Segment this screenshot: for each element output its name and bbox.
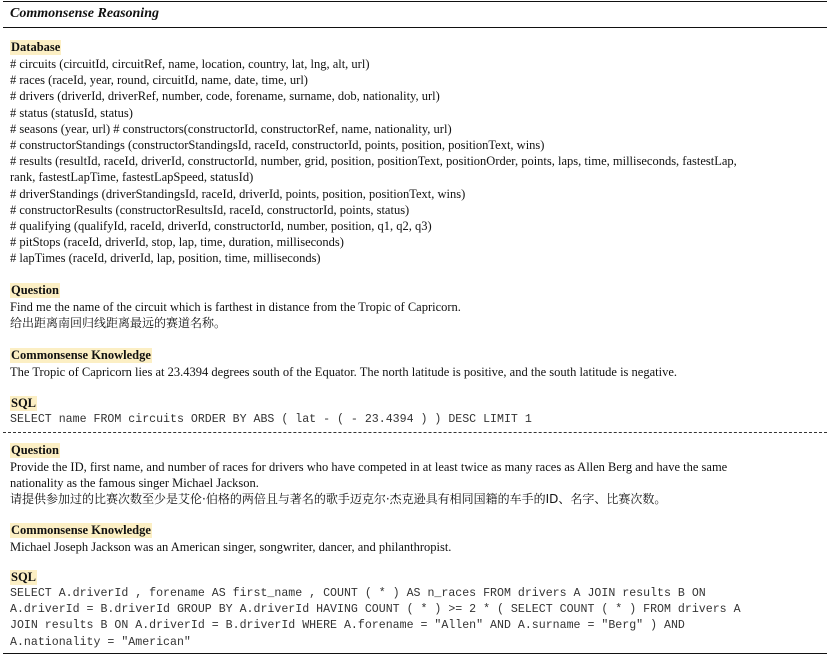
question-english: Find me the name of the circuit which is farthest in distance from the Tropic of Capricorn. — [10, 300, 461, 314]
schema-line: # results (resultId, raceId, driverId, constructorId, number, grid, position, positionText, positionOrder, points, laps, time, milliseconds, fastestLap, — [10, 154, 737, 169]
sql-query-line: A.nationality = "American" — [10, 635, 191, 649]
schema-line: # status (statusId, status) — [10, 105, 133, 120]
example-2-knowledge — [10, 521, 822, 555]
knowledge-label: Commonsense Knowledge — [11, 523, 151, 537]
schema-line: # circuits (circuitId, circuitRef, name, location, country, lat, lng, alt, url) — [10, 57, 370, 71]
schema-line: # driverStandings (driverStandingsId, raceId, driverId, points, position, positionText, wins) — [10, 186, 466, 201]
question-chinese: 请提供参加过的比赛次数至少是艾伦·伯格的两倍且与著名的歌手迈克尔·杰克逊具有相同国籍的车手的ID、名字、比赛次数。 — [10, 492, 667, 507]
sql-query-line: JOIN results B ON A.driverId = B.driverId WHERE A.forename = "Allen" AND A.surname = "Berg" ) AND — [10, 619, 685, 633]
top-rule — [3, 1, 827, 2]
schema-line: # races (raceId, year, round, circuitId, name, date, time, url) — [10, 73, 308, 88]
question-english: nationality as the famous singer Michael Jackson. — [10, 476, 259, 491]
question-chinese: 给出距离南回归线距离最远的赛道名称。 — [10, 316, 227, 331]
schema-line: # lapTimes (raceId, driverId, lap, position, time, milliseconds) — [10, 251, 321, 266]
schema-line: # seasons (year, url) # constructors(constructorId, constructorRef, name, nationality, url) — [10, 121, 452, 136]
sql-query-line: A.driverId = B.driverId GROUP BY A.driverId HAVING COUNT ( * ) >= 2 * ( SELECT COUNT ( * ) FROM drivers A — [10, 603, 741, 617]
question-english: Provide the ID, first name, and number of races for drivers who have competed in at least twice as many races as Allen Berg and have the same — [10, 460, 728, 474]
example-2-question — [10, 441, 822, 508]
question-label: Question — [11, 443, 59, 457]
knowledge-text: The Tropic of Capricorn lies at 23.4394 degrees south of the Equator. The north latitude is positive, and the south latitude is negative. — [10, 365, 678, 379]
example-1-sql — [10, 394, 822, 428]
sql-query-line: SELECT A.driverId , forename AS first_name , COUNT ( * ) AS n_races FROM drivers A JOIN results B ON — [10, 587, 706, 600]
example-1-knowledge — [10, 346, 822, 380]
schema-line: # constructorStandings (constructorStandingsId, raceId, constructorId, points, position, positionText, wins) — [10, 138, 545, 153]
sql-query: SELECT name FROM circuits ORDER BY ABS ( lat - ( - 23.4394 ) ) DESC LIMIT 1 — [10, 413, 532, 426]
schema-line: # constructorResults (constructorResultsId, raceId, constructorId, points, status) — [10, 202, 410, 217]
schema-line: # drivers (driverId, driverRef, number, code, forename, surname, dob, nationality, url) — [10, 89, 440, 104]
figure-title: Commonsense Reasoning — [10, 6, 159, 21]
title-rule — [3, 27, 827, 28]
example-separator — [3, 432, 827, 433]
sql-label: SQL — [11, 570, 37, 584]
database-section — [10, 38, 822, 267]
schema-line: # pitStops (raceId, driverId, stop, lap, time, duration, milliseconds) — [10, 235, 344, 250]
question-label: Question — [11, 283, 59, 297]
knowledge-label: Commonsense Knowledge — [11, 348, 151, 362]
schema-line: # qualifying (qualifyId, raceId, driverId, constructorId, number, position, q1, q2, q3) — [10, 219, 432, 234]
knowledge-text: Michael Joseph Jackson was an American singer, songwriter, dancer, and philanthropist. — [10, 540, 452, 554]
example-2-sql — [10, 568, 822, 651]
schema-line: rank, fastestLapTime, fastestLapSpeed, statusId) — [10, 170, 254, 185]
example-1-question — [10, 281, 822, 331]
database-label: Database — [11, 40, 61, 54]
bottom-rule — [3, 653, 827, 654]
sql-label: SQL — [11, 396, 37, 410]
